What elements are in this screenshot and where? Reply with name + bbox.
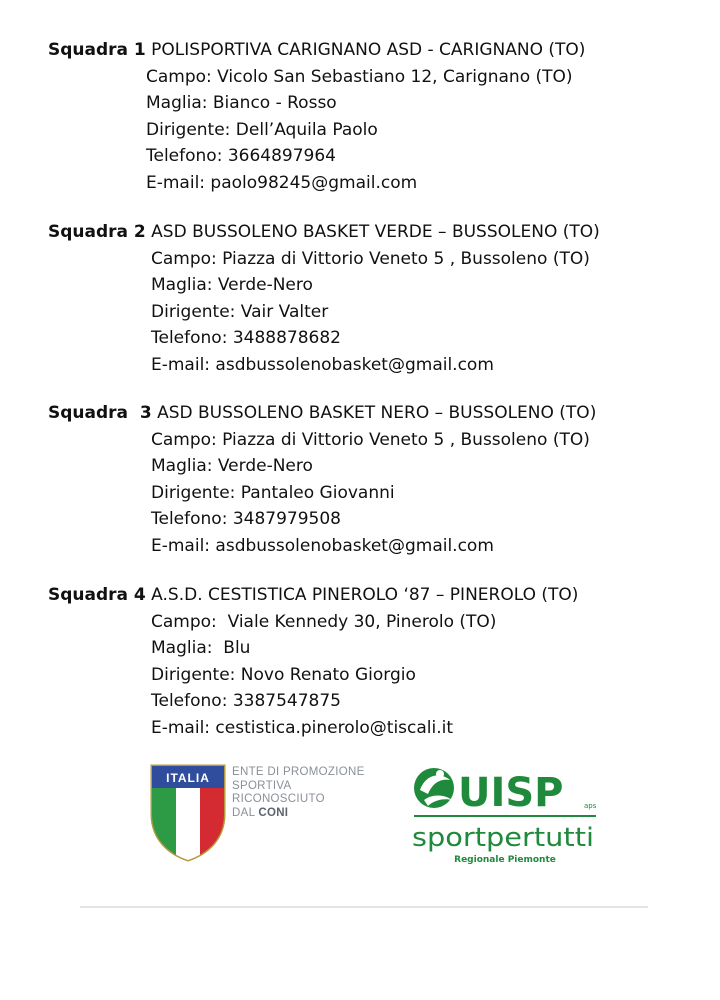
team-campo: Campo: Piazza di Vittorio Veneto 5 , Bussoleno (TO) [151,248,590,269]
coni-line-2: SPORTIVA [232,779,292,792]
team-name: ASD BUSSOLENO BASKET VERDE – BUSSOLENO (TO) [151,222,600,242]
team-name: A.S.D. CESTISTICA PINEROLO ‘87 – PINEROLO (TO) [151,585,579,605]
team-maglia: Maglia: Verde-Nero [151,456,313,476]
team-dirigente: Dirigente: Pantaleo Giovanni [151,482,395,503]
team-label: Squadra 1 [48,40,146,60]
team-email: E-mail: asdbussolenobasket@gmail.com [151,535,494,556]
team-campo: Campo: Piazza di Vittorio Veneto 5 , Bussoleno (TO) [151,429,590,450]
coni-name: CONI [258,806,289,819]
team-header [48,37,708,64]
coni-italia-shield-logo [148,762,228,862]
coni-line-1: ENTE DI PROMOZIONE [232,766,365,778]
team-dirigente: Dirigente: Vair Valter [151,301,329,322]
team-email: E-mail: paolo98245@gmail.com [146,172,418,193]
coni-line-3: RICONOSCIUTO [232,793,325,805]
team-label: Squadra 4 [48,585,146,605]
team-maglia: Maglia: Verde-Nero [151,275,313,295]
team-telefono: Telefono: 3664897964 [146,146,336,166]
team-dirigente: Dirigente: Dell’Aquila Paolo [146,119,378,140]
team-block-2 [48,219,708,378]
team-label: Squadra 2 [48,222,146,242]
uisp-region: Regionale Piemonte [454,855,556,865]
uisp-logo [410,760,600,870]
uisp-emblem-icon [414,768,454,808]
uisp-aps: aps [584,802,597,810]
team-telefono: Telefono: 3487979508 [151,509,341,529]
team-maglia: Maglia: Blu [151,638,251,658]
team-campo: Campo: Vicolo San Sebastiano 12, Carignano (TO) [146,66,573,87]
shield-text: ITALIA [166,771,210,785]
team-header [48,219,708,246]
team-block-4 [48,582,708,741]
team-name: POLISPORTIVA CARIGNANO ASD - CARIGNANO (TO) [151,40,586,60]
team-email: E-mail: cestistica.pinerolo@tiscali.it [151,717,454,738]
team-email: E-mail: asdbussolenobasket@gmail.com [151,354,494,375]
team-label: Squadra 3 [48,403,152,423]
team-telefono: Telefono: 3488878682 [151,328,341,348]
team-maglia: Maglia: Bianco - Rosso [146,93,337,113]
coni-line-4-prefix: DAL [232,806,259,819]
team-block-1 [48,37,708,196]
coni-line-4 [232,807,365,821]
coni-text [232,766,365,820]
team-header [48,582,708,609]
team-telefono: Telefono: 3387547875 [151,691,341,711]
team-name: ASD BUSSOLENO BASKET NERO – BUSSOLENO (TO) [157,403,597,423]
uisp-tagline: sportpertutti [412,823,594,853]
logo-strip [80,752,648,908]
team-dirigente: Dirigente: Novo Renato Giorgio [151,664,416,685]
uisp-brand: UISP [458,770,564,816]
team-campo: Campo: Viale Kennedy 30, Pinerolo (TO) [151,611,497,632]
team-header [48,400,708,427]
team-block-3 [48,400,708,559]
